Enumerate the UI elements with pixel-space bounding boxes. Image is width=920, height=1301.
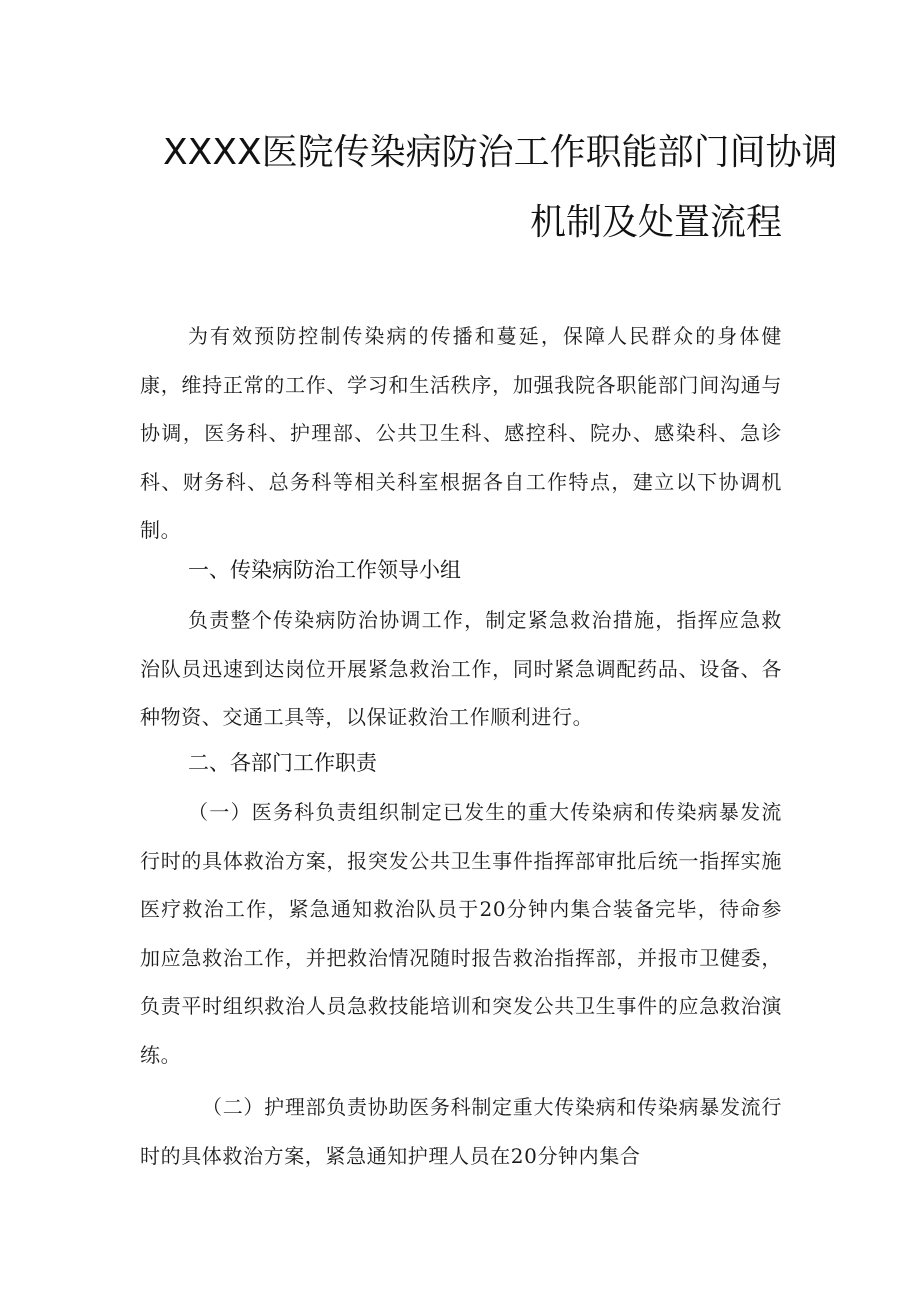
section1-paragraph: 负责整个传染病防治协调工作，制定紧急救治措施，指挥应急救治队员迅速到达岗位开展紧急救治工作，同时紧急调配药品、设备、各种物资、交通工具等，以保证救治工作顺利进行。 — [140, 608, 782, 729]
intro-paragraph: 为有效预防控制传染病的传播和蔓延，保障人民群众的身体健康，维持正常的工作、学习和生活秩序，加强我院各职能部门间沟通与协调，医务科、护理部、公共卫生科、感控科、院办、感染科、急诊科、财务科、总务科等相关科室根据各自工作特点，建立以下协调机制。 — [140, 324, 782, 542]
item2-paragraph: （二）护理部负责协助医务科制定重大传染病和传染病暴发流行时的具体救治方案，紧急通知护理人员在20分钟内集合 — [140, 1095, 782, 1168]
section1-heading: 一、传染病防治工作领导小组 — [188, 558, 461, 582]
section2-heading: 二、各部门工作职责 — [188, 751, 377, 775]
document-title-line2: 机制及处置流程 — [529, 202, 782, 243]
document-title-line1: XXXX医院传染病防治工作职能部门间协调 — [163, 132, 838, 173]
item1-paragraph: （一）医务科负责组织制定已发生的重大传染病和传染病暴发流行时的具体救治方案，报突发公共卫生事件指挥部审批后统一指挥实施医疗救治工作，紧急通知救治队员于20分钟内集合装备完毕，待命参加应急救治工作，并把救治情况随时报告救治指挥部，并报市卫健委，负责平时组织救治人员急救技能培训和突发公共卫生事件的应急救治演练。 — [140, 800, 782, 1067]
